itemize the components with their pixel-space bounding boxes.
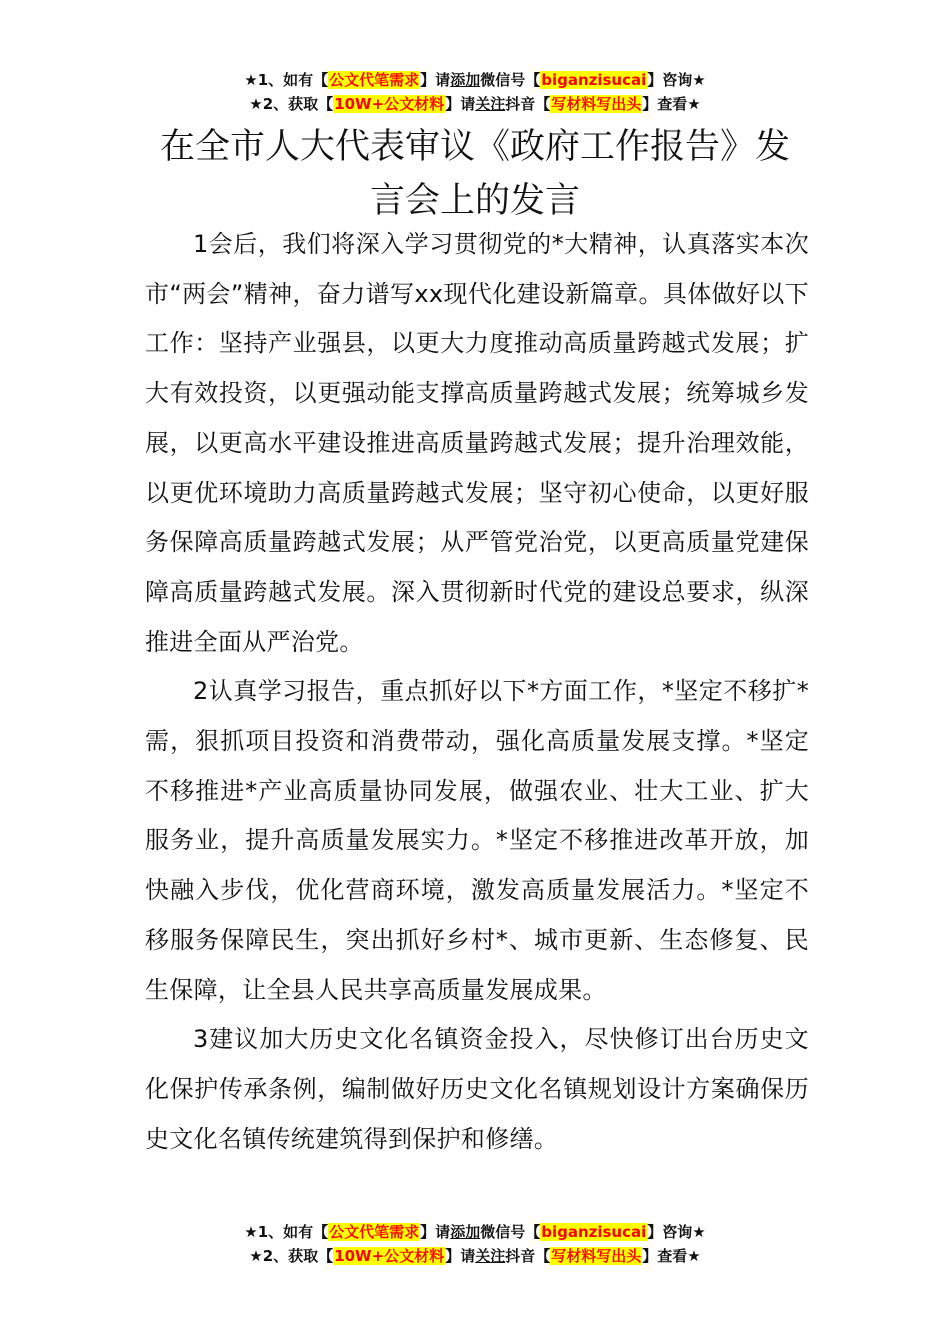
promo-line-1 bbox=[0, 1220, 950, 1244]
promo-banner-bottom bbox=[0, 1220, 950, 1268]
promo-highlight-service: 公文代笔需求 bbox=[329, 1223, 420, 1241]
promo-text: 】请 bbox=[445, 95, 476, 113]
promo-text: 】查看★ bbox=[642, 1247, 701, 1265]
promo-text: 】查看★ bbox=[642, 95, 701, 113]
paragraph-3: 3建议加大历史文化名镇资金投入，尽快修订出台历史文化保护传承条例，编制做好历史文化名镇规划设计方案确保历史文化名镇传统建筑得到保护和修缮。 bbox=[145, 1025, 809, 1153]
promo-text: 抖音【 bbox=[505, 1247, 551, 1265]
promo-highlight-service: 公文代笔需求 bbox=[329, 71, 420, 89]
promo-highlight-douyin: 写材料写出头 bbox=[551, 95, 642, 113]
promo-highlight-materials: 10W+公文材料 bbox=[334, 1247, 445, 1265]
promo-text: 】请 bbox=[420, 1223, 451, 1241]
promo-banner-top bbox=[0, 68, 950, 116]
promo-text: 】请 bbox=[420, 71, 451, 89]
promo-highlight-wechat: biganzisucai bbox=[541, 1223, 647, 1241]
promo-underline-text: 添加 bbox=[450, 71, 481, 89]
promo-underline-text: 添加 bbox=[450, 1223, 481, 1241]
promo-text: 】请 bbox=[445, 1247, 476, 1265]
promo-underline-text: 关注 bbox=[475, 1247, 506, 1265]
promo-highlight-materials: 10W+公文材料 bbox=[334, 95, 445, 113]
promo-text: ★1、如有【 bbox=[244, 1223, 329, 1241]
document-title: 在全市人大代表审议《政府工作报告》发言会上的发言 bbox=[159, 127, 790, 221]
document-body bbox=[145, 220, 809, 1164]
promo-underline-text: 关注 bbox=[475, 95, 506, 113]
promo-line-2 bbox=[0, 92, 950, 116]
promo-text: 抖音【 bbox=[505, 95, 551, 113]
promo-line-1 bbox=[0, 68, 950, 92]
promo-text: ★2、获取【 bbox=[249, 1247, 334, 1265]
promo-text: 微信号【 bbox=[480, 71, 541, 89]
promo-text: ★2、获取【 bbox=[249, 95, 334, 113]
promo-text: 微信号【 bbox=[480, 1223, 541, 1241]
promo-text: 】咨询★ bbox=[647, 1223, 706, 1241]
promo-highlight-wechat: biganzisucai bbox=[541, 71, 647, 89]
promo-text: ★1、如有【 bbox=[244, 71, 329, 89]
promo-line-2 bbox=[0, 1244, 950, 1268]
paragraph-1: 1会后，我们将深入学习贯彻党的*大精神，认真落实本次市“两会”精神，奋力谱写xx现代化建设新篇章。具体做好以下工作：坚持产业强县，以更大力度推动高质量跨越式发展；扩大有效投资，以更强动能支撑高质量跨越式发展；统筹城乡发展，以更高水平建设推进高质量跨越式发展；提升治理效能，以更优环境助力高质量跨越式发展；坚守初心使命，以更好服务保障高质量跨越式发展；从严管党治党，以更高质量党建保障高质量跨越式发展。深入贯彻新时代党的建设总要求，纵深推进全面从严治党。 bbox=[145, 230, 809, 656]
promo-highlight-douyin: 写材料写出头 bbox=[551, 1247, 642, 1265]
promo-text: 】咨询★ bbox=[647, 71, 706, 89]
paragraph-2: 2认真学习报告，重点抓好以下*方面工作，*坚定不移扩*需，狠抓项目投资和消费带动，强化高质量发展支撑。*坚定不移推进*产业高质量协同发展，做强农业、壮大工业、扩大服务业，提升高质量发展实力。*坚定不移推进改革开放，加快融入步伐，优化营商环境，激发高质量发展活力。*坚定不移服务保障民生，突出抓好乡村*、城市更新、生态修复、民生保障，让全县人民共享高质量发展成果。 bbox=[145, 677, 809, 1004]
